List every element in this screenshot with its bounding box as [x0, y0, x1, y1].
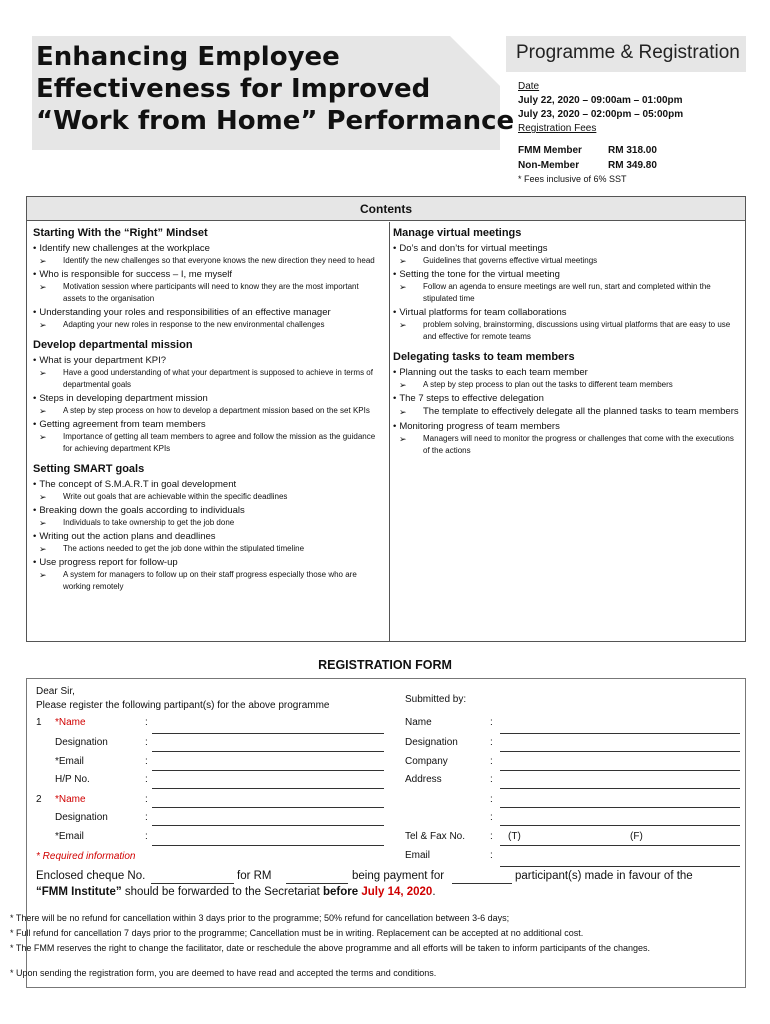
- participant-1-number: 1: [36, 717, 42, 728]
- colon: :: [490, 774, 493, 785]
- colon: :: [145, 737, 148, 748]
- colon: :: [490, 831, 493, 842]
- required-info-note: * Required information: [36, 851, 136, 862]
- contents-divider: [389, 222, 390, 642]
- contents-section-title: Starting With the “Right” Mindset: [33, 227, 208, 239]
- p1-designation-label: Designation: [55, 737, 108, 748]
- fees-note: * Fees inclusive of 6% SST: [518, 174, 627, 184]
- title-line-1: Enhancing Employee: [36, 42, 340, 72]
- contents-section-title: Delegating tasks to team members: [393, 351, 575, 363]
- fees-label: Registration Fees: [518, 123, 597, 134]
- submitter-email-label: Email: [405, 850, 431, 861]
- submitter-address-field-1[interactable]: [500, 788, 740, 789]
- contents-sub-bullet: ➢ A system for managers to follow up on their staff progress especially those who are working remotely: [33, 569, 383, 593]
- contents-box: [26, 196, 746, 642]
- submitter-address-label: Address: [405, 774, 442, 785]
- fee-member-name: FMM Member: [518, 145, 582, 156]
- note-refund: * There will be no refund for cancellation within 3 days prior to the programme; 50% refund for cancellation between 3-6 days;: [10, 913, 510, 923]
- contents-section-title: Setting SMART goals: [33, 463, 145, 475]
- submitter-telfax-field[interactable]: [500, 845, 740, 846]
- colon: :: [490, 737, 493, 748]
- form-intro: Please register the following partipant(s) for the above programme: [36, 700, 330, 711]
- greeting: Dear Sir,: [36, 686, 75, 697]
- colon: :: [145, 794, 148, 805]
- contents-sub-bullet: ➢ Identify the new challenges so that everyone knows the new direction they need to head: [33, 255, 383, 267]
- contents-sub-bullet: ➢ problem solving, brainstorming, discussions using virtual platforms that are easy to use and effective for remote teams: [393, 319, 739, 343]
- p2-name-label: *Name: [55, 794, 86, 805]
- fax-label: (F): [630, 831, 643, 842]
- submitter-email-field[interactable]: [500, 866, 740, 867]
- forward-text: should be forwarded to the Secretariat: [124, 886, 320, 898]
- submitter-name-label: Name: [405, 717, 432, 728]
- period: .: [432, 886, 436, 898]
- tel-label: (T): [508, 831, 521, 842]
- date-2: July 23, 2020 – 02:00pm – 05:00pm: [518, 109, 684, 120]
- programme-title: Programme & Registration: [516, 42, 740, 63]
- p2-email-label: *Email: [55, 831, 84, 842]
- contents-left-column: [33, 227, 383, 594]
- p1-hp-label: H/P No.: [55, 774, 90, 785]
- date-label: Date: [518, 81, 540, 92]
- contents-bullet: • Identify new challenges at the workplace: [33, 242, 383, 255]
- note-reserve-right: * The FMM reserves the right to change the facilitator, date or reschedule the above programme and all efforts will be taken to inform participants of the changes.: [10, 943, 651, 953]
- p2-designation-label: Designation: [55, 812, 108, 823]
- contents-sub-bullet: ➢ Write out goals that are achievable within the specific deadlines: [33, 491, 383, 503]
- colon: :: [145, 717, 148, 728]
- contents-bullet: • Understanding your roles and responsibilities of an effective manager: [33, 306, 383, 319]
- institute-name: “FMM Institute”: [36, 886, 122, 898]
- cheque-number-field[interactable]: [151, 883, 234, 884]
- submitter-address-field-2[interactable]: [500, 807, 740, 808]
- contents-bullet: • The concept of S.M.A.R.T in goal development: [33, 478, 383, 491]
- contents-bullet: • Use progress report for follow-up: [33, 556, 383, 569]
- contents-sub-bullet: ➢ Managers will need to monitor the progress or challenges that come with the executions of the actions: [393, 433, 739, 457]
- colon: :: [145, 774, 148, 785]
- contents-sub-bullet: ➢ The actions needed to get the job done within the stipulated timeline: [33, 543, 383, 555]
- contents-sub-bullet: ➢ Importance of getting all team members to agree and follow the mission as the guidance for achieving department KPIs: [33, 431, 383, 455]
- contents-bullet: • Getting agreement from team members: [33, 418, 383, 431]
- p1-name-label: *Name: [55, 717, 86, 728]
- contents-section-title: Develop departmental mission: [33, 339, 193, 351]
- colon: :: [490, 850, 493, 861]
- submitter-telfax-label: Tel & Fax No.: [405, 831, 466, 842]
- p1-email-label: *Email: [55, 756, 84, 767]
- contents-sub-bullet: ➢ Motivation session where participants will need to know they are the most important assets to the organisation: [33, 281, 383, 305]
- submitter-designation-field[interactable]: [500, 751, 740, 752]
- contents-bullet: • Monitoring progress of team members: [393, 420, 739, 433]
- p1-designation-field[interactable]: [152, 751, 384, 752]
- contents-section-title: Manage virtual meetings: [393, 227, 522, 239]
- p1-email-field[interactable]: [152, 770, 384, 771]
- cheque-amount-field[interactable]: [286, 883, 348, 884]
- contents-bullet: • Writing out the action plans and deadlines: [33, 530, 383, 543]
- deadline-date: July 14, 2020: [361, 886, 433, 898]
- registration-form-title: REGISTRATION FORM: [318, 658, 452, 672]
- p2-email-field[interactable]: [152, 845, 384, 846]
- colon: :: [490, 812, 493, 823]
- contents-sub-bullet: ➢ A step by step process to plan out the tasks to different team members: [393, 379, 739, 391]
- contents-sub-bullet: ➢ A step by step process on how to develop a department mission based on the set KPIs: [33, 405, 383, 417]
- cheque-text-a: Enclosed cheque No.: [36, 870, 146, 882]
- contents-sub-bullet: ➢ Follow an agenda to ensure meetings are well run, start and completed within the stipulated time: [393, 281, 739, 305]
- contents-bullet: • The 7 steps to effective delegation: [393, 392, 739, 405]
- contents-bullet: • Steps in developing department mission: [33, 392, 383, 405]
- contents-bullet: • Who is responsible for success – I, me myself: [33, 268, 383, 281]
- participant-2-number: 2: [36, 794, 42, 805]
- p1-hp-field[interactable]: [152, 788, 384, 789]
- contents-sub-bullet: ➢ The template to effectively delegate all the planned tasks to team members: [393, 405, 739, 419]
- contents-title: Contents: [360, 202, 412, 216]
- colon: :: [145, 831, 148, 842]
- p2-name-field[interactable]: [152, 807, 384, 808]
- submitted-by-label: Submitted by:: [405, 694, 467, 705]
- title-line-2: Effectiveness for Improved: [36, 74, 431, 104]
- submitter-company-label: Company: [405, 756, 448, 767]
- submitter-company-field[interactable]: [500, 770, 740, 771]
- contents-right-column: [393, 227, 739, 458]
- colon: :: [145, 812, 148, 823]
- participant-count-field[interactable]: [452, 883, 512, 884]
- contents-bullet: • Do’s and don’ts for virtual meetings: [393, 242, 739, 255]
- title-line-3: “Work from Home” Performance: [36, 106, 515, 136]
- submitter-address-field-3[interactable]: [500, 825, 740, 826]
- cheque-text-c: being payment for: [352, 870, 445, 882]
- note-acceptance: * Upon sending the registration form, you are deemed to have read and accepted the terms and conditions.: [10, 968, 437, 978]
- contents-bullet: • Planning out the tasks to each team member: [393, 366, 739, 379]
- date-1: July 22, 2020 – 09:00am – 01:00pm: [518, 95, 683, 106]
- contents-sub-bullet: ➢ Guidelines that governs effective virtual meetings: [393, 255, 739, 267]
- colon: :: [490, 794, 493, 805]
- colon: :: [490, 756, 493, 767]
- fee-member-amount: RM 318.00: [608, 145, 657, 156]
- p2-designation-field[interactable]: [152, 825, 384, 826]
- colon: :: [490, 717, 493, 728]
- cheque-text-b: for RM: [237, 870, 272, 882]
- fee-nonmember-name: Non-Member: [518, 160, 580, 171]
- contents-sub-bullet: ➢ Individuals to take ownership to get the job done: [33, 517, 383, 529]
- colon: :: [145, 756, 148, 767]
- submitter-designation-label: Designation: [405, 737, 458, 748]
- contents-sub-bullet: ➢ Adapting your new roles in response to the new environmental challenges: [33, 319, 383, 331]
- contents-bullet: • What is your department KPI?: [33, 354, 383, 367]
- contents-sub-bullet: ➢ Have a good understanding of what your department is supposed to achieve in terms of departmental goals: [33, 367, 383, 391]
- contents-bullet: • Setting the tone for the virtual meeting: [393, 268, 739, 281]
- p1-name-field[interactable]: [152, 733, 384, 734]
- fee-nonmember-amount: RM 349.80: [608, 160, 657, 171]
- cheque-text-d: participant(s) made in favour of the: [515, 870, 693, 882]
- submitter-name-field[interactable]: [500, 733, 740, 734]
- contents-bullet: • Virtual platforms for team collaborations: [393, 306, 739, 319]
- before-word: before: [323, 886, 359, 898]
- note-full-refund: * Full refund for cancellation 7 days prior to the programme; Cancellation must be in writing. Replacement can be accepted at no additional cost.: [10, 928, 584, 938]
- contents-bullet: • Breaking down the goals according to individuals: [33, 504, 383, 517]
